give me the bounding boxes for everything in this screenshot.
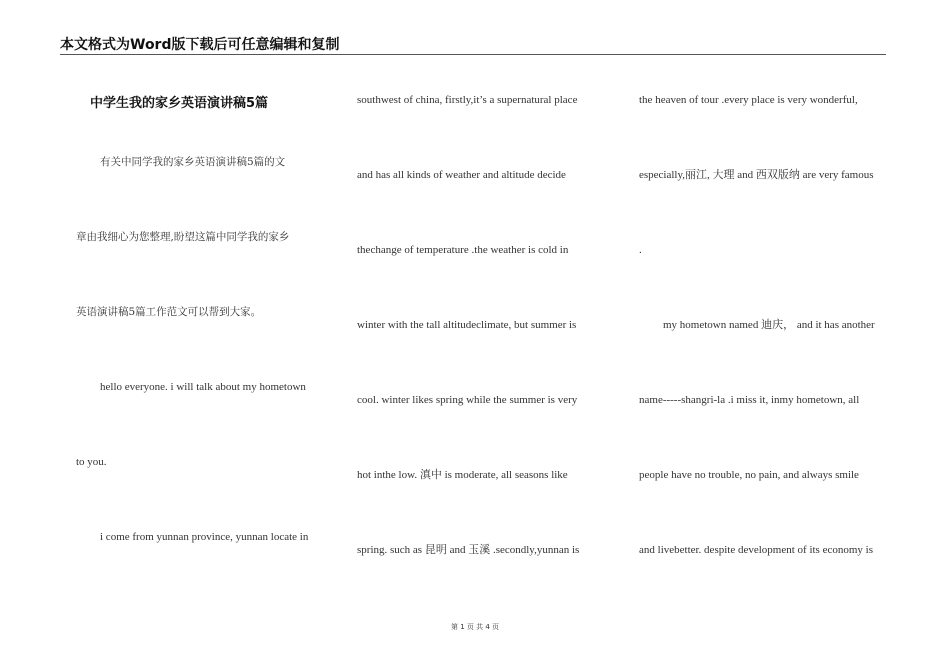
header-title: 本文格式为Word版下载后可任意编辑和复制: [60, 37, 340, 53]
text-line: 章由我细心为您整理,盼望这篇中同学我的家乡: [76, 231, 290, 243]
text-line: and has all kinds of weather and altitude decide: [357, 169, 566, 181]
text-line: the heaven of tour .every place is very wonderful,: [639, 94, 858, 106]
text-line: cool. winter likes spring while the summer is very: [357, 394, 578, 406]
text-line: and livebetter. despite development of its economy is: [639, 544, 873, 556]
text-line: thechange of temperature .the weather is cold in: [357, 244, 569, 256]
page-header: [60, 34, 886, 55]
text-line: hot inthe low. 滇中 is moderate, all seasons like: [357, 469, 568, 481]
text-line: people have no trouble, no pain, and always smile: [639, 469, 859, 481]
text-line: my hometown named 迪庆， and it has another: [663, 319, 875, 331]
text-line: .: [639, 244, 642, 256]
text-line: 英语演讲稿5篇工作范文可以帮到大家。: [76, 306, 262, 318]
text-line: southwest of china, firstly,it’s a supernatural place: [357, 94, 578, 106]
text-line: name-----shangri-la .i miss it, inmy hometown, all: [639, 394, 860, 406]
text-line: especially,丽江, 大理 and 西双版纳 are very famous: [639, 169, 874, 181]
page-number-footer: 第 1 页 共 4 页: [450, 623, 500, 631]
text-line: winter with the tall altitudeclimate, but summer is: [357, 319, 577, 331]
text-line: hello everyone. i will talk about my hometown: [100, 381, 306, 393]
text-line: spring. such as 昆明 and 玉溪 .secondly,yunnan is: [357, 544, 580, 556]
text-line: i come from yunnan province, yunnan locate in: [100, 531, 309, 543]
text-line: to you.: [76, 456, 107, 468]
text-line: 有关中同学我的家乡英语演讲稿5篇的文: [100, 156, 286, 168]
document-title: 中学生我的家乡英语演讲稿5篇: [90, 96, 269, 111]
